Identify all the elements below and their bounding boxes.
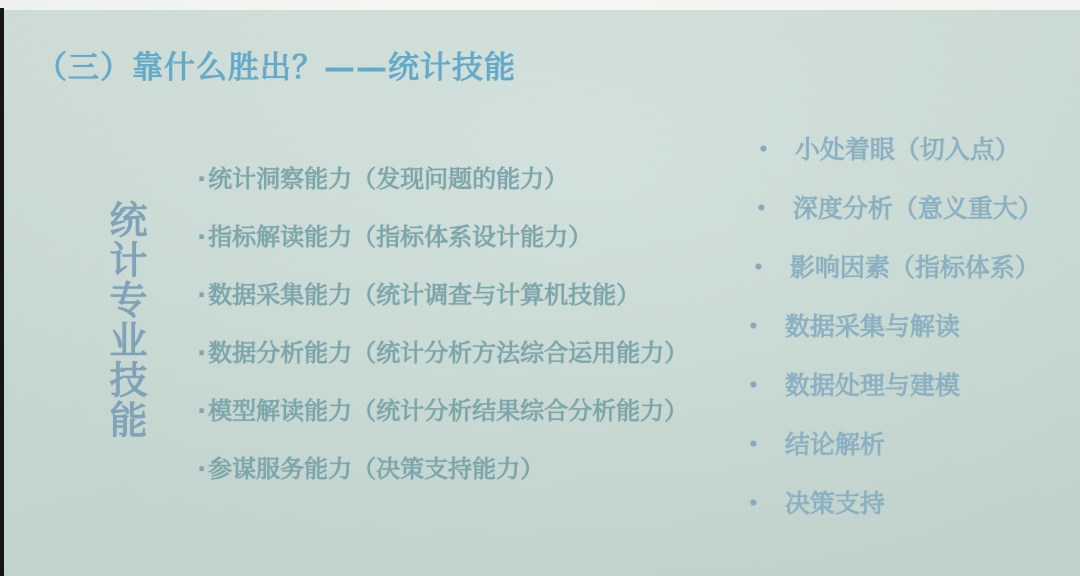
skill-item-text: 统计洞察能力（发现问题的能力） bbox=[208, 165, 569, 193]
bullet-dot: · bbox=[197, 223, 207, 251]
bullet-dot: · bbox=[197, 455, 207, 483]
skill-list-item bbox=[197, 222, 688, 253]
bullet-dot: • bbox=[758, 140, 769, 160]
focus-item-text: 小处着眼（切入点） bbox=[794, 135, 1020, 164]
focus-item-text: 深度分析（意义重大） bbox=[792, 194, 1043, 223]
skill-list bbox=[197, 164, 688, 485]
focus-item-text: 数据处理与建模 bbox=[784, 371, 960, 400]
skill-item-text: 数据采集能力（统计调查与计算机技能） bbox=[208, 281, 641, 309]
skill-list-item bbox=[197, 454, 688, 485]
skill-item-text: 指标解读能力（指标体系设计能力） bbox=[208, 223, 593, 251]
focus-list-item bbox=[748, 370, 1043, 402]
skill-item-text: 数据分析能力（统计分析方法综合运用能力） bbox=[208, 339, 689, 367]
focus-list-item bbox=[753, 252, 1043, 284]
focus-list-item bbox=[748, 488, 1043, 520]
focus-item-text: 影响因素（指标体系） bbox=[789, 253, 1040, 282]
bullet-dot: • bbox=[756, 199, 767, 219]
skill-list-item bbox=[197, 338, 688, 369]
bullet-dot: · bbox=[197, 339, 207, 367]
bullet-dot: · bbox=[197, 281, 207, 309]
focus-item-text: 数据采集与解读 bbox=[784, 312, 960, 341]
bullet-dot: • bbox=[748, 376, 759, 396]
skill-list-item bbox=[197, 396, 688, 427]
focus-list-item bbox=[756, 193, 1043, 225]
vertical-section-label: 统计专业技能 bbox=[103, 200, 147, 440]
bullet-dot: • bbox=[753, 258, 764, 278]
skill-item-text: 模型解读能力（统计分析结果综合分析能力） bbox=[208, 397, 689, 425]
focus-list-item bbox=[748, 311, 1043, 343]
bullet-dot: • bbox=[748, 317, 759, 337]
skill-list-item bbox=[197, 280, 688, 311]
bullet-dot: · bbox=[197, 397, 207, 425]
slide-title: （三）靠什么胜出？——统计技能 bbox=[36, 50, 516, 86]
skill-list-item bbox=[197, 164, 688, 195]
bullet-dot: • bbox=[748, 494, 759, 514]
focus-list bbox=[748, 134, 1043, 520]
bullet-dot: · bbox=[197, 165, 207, 193]
skill-item-text: 参谋服务能力（决策支持能力） bbox=[208, 455, 545, 483]
focus-list-item bbox=[758, 134, 1043, 166]
focus-item-text: 结论解析 bbox=[784, 430, 885, 459]
bullet-dot: • bbox=[748, 435, 759, 455]
left-dark-edge bbox=[0, 8, 4, 576]
top-light-band bbox=[0, 0, 1080, 10]
focus-list-item bbox=[748, 429, 1043, 461]
focus-item-text: 决策支持 bbox=[784, 489, 885, 518]
